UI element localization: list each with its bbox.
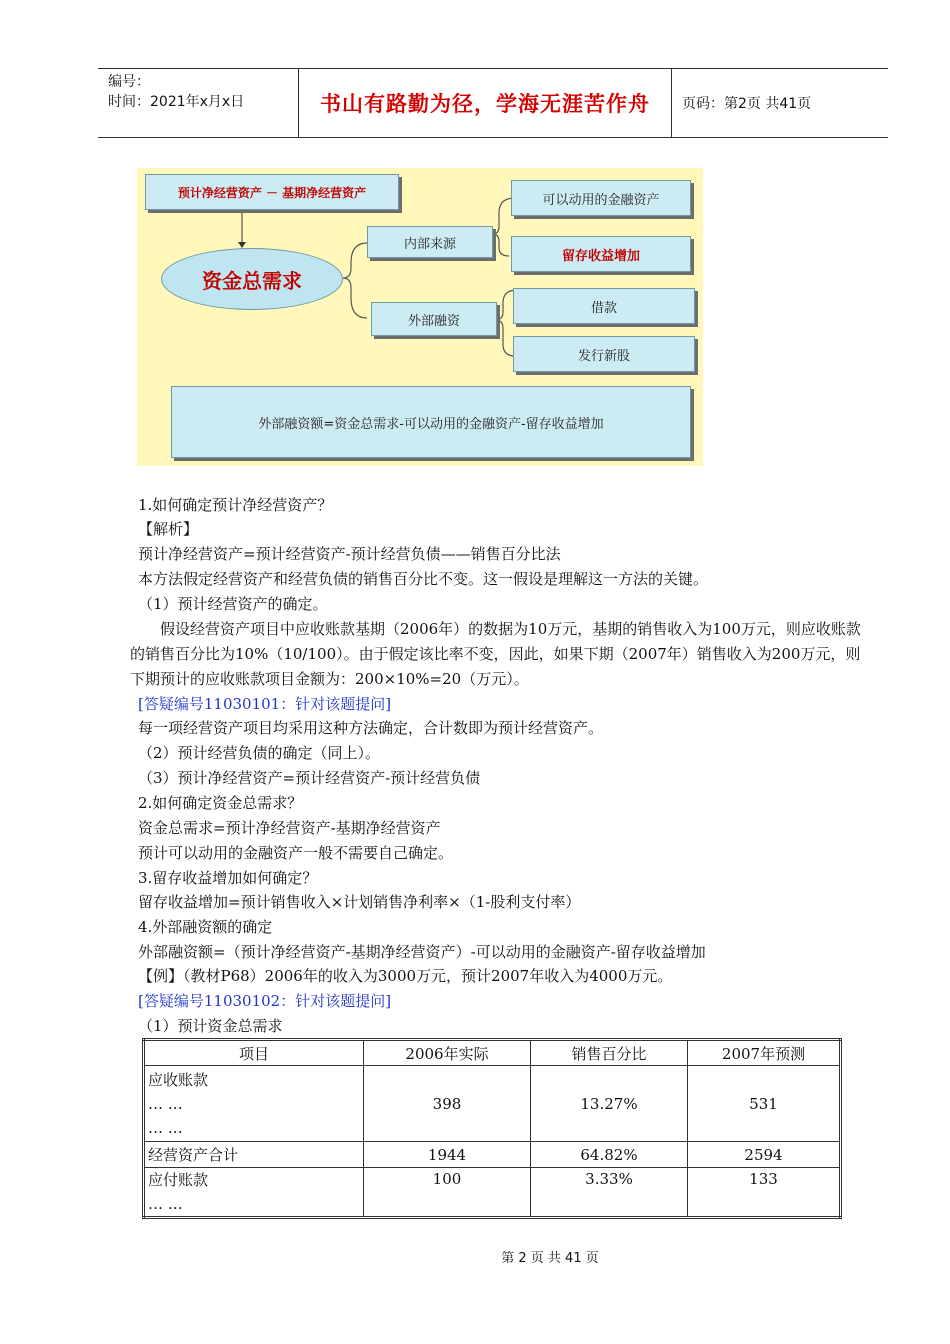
- internal-source-box: 内部来源: [367, 226, 493, 258]
- body-line: 外部融资额=（预计净经营资产-基期净经营资产）-可以动用的金融资产-留存收益增加: [138, 943, 706, 961]
- example-line: 【例】（教材P68）2006年的收入为3000万元，预计2007年收入为4000万元。: [138, 967, 673, 985]
- motto: 书山有路勤为径，学海无涯苦作舟: [320, 91, 650, 116]
- header-cell: 销售百分比: [531, 1040, 688, 1066]
- footer-page-number: 第 2 页 共 41 页: [501, 1251, 599, 1266]
- time-label: 时间：2021年x月x日: [108, 94, 245, 110]
- pct-cell: 13.27%: [531, 1066, 688, 1142]
- item-cell: 经营资产合计: [144, 1142, 364, 1168]
- pct-cell: 64.82%: [531, 1142, 688, 1168]
- analysis-heading: 【解析】: [138, 520, 199, 538]
- table-row: [144, 1066, 841, 1142]
- number-label: 编号：: [108, 74, 150, 90]
- header-cell: 2007年预测: [688, 1040, 841, 1066]
- table-caption: （1）预计资金总需求: [138, 1017, 283, 1035]
- question-4: 4.外部融资额的确定: [138, 918, 273, 936]
- item-name: 应收账款: [148, 1070, 209, 1089]
- header-motto-cell: [298, 69, 672, 137]
- net-assets-box: 预计净经营资产 － 基期净经营资产: [145, 174, 399, 210]
- example-paragraph: 假设经营资产项目中应收账款基期（2006年）的数据为10万元，基期的销售收入为100万元，则应收账款的销售百分比为10%（10/100）。由于假定该比率不变，因此，如果下期（2007年）销售收入为200万元，则下期预计的应收账款项目金额为：200×10%=20（万元）。: [130, 620, 861, 688]
- page-footer: [0, 1247, 950, 1266]
- body-line: 本方法假定经营资产和经营负债的销售百分比不变。这一假设是理解这一方法的关键。: [138, 570, 709, 588]
- body-line: （3）预计净经营资产=预计经营资产-预计经营负债: [138, 769, 481, 787]
- body-line: 每一项经营资产项目均采用这种方法确定，合计数即为预计经营资产。: [138, 719, 604, 737]
- header-cell: 2006年实际: [364, 1040, 531, 1066]
- forecast-cell: 2594: [688, 1142, 841, 1168]
- table-row: [144, 1168, 841, 1218]
- total-funding-ellipse: 资金总需求: [161, 248, 343, 310]
- retained-earnings-box: 留存收益增加: [511, 236, 691, 272]
- ellipsis: … …: [148, 1094, 183, 1113]
- item-cell: [144, 1066, 364, 1142]
- body-line: 留存收益增加=预计销售收入×计划销售净利率×（1-股利支付率）: [138, 893, 581, 911]
- page-header: [98, 68, 888, 138]
- table-row: [144, 1142, 841, 1168]
- external-financing-box: 外部融资: [371, 302, 497, 336]
- funding-table: [142, 1038, 842, 1219]
- header-meta: [98, 69, 298, 137]
- ellipsis: … …: [148, 1195, 183, 1213]
- question-2: 2.如何确定资金总需求？: [138, 794, 303, 812]
- formula-box: 外部融资额=资金总需求-可以动用的金融资产-留存收益增加: [171, 386, 691, 458]
- pct-cell: 3.33%: [531, 1168, 688, 1218]
- new-stock-box: 发行新股: [513, 336, 695, 372]
- table-header-row: [144, 1040, 841, 1066]
- header-cell: 项目: [144, 1040, 364, 1066]
- header-page-label: 页码：第2页 共41页: [682, 96, 812, 112]
- actual-cell: 398: [364, 1066, 531, 1142]
- loan-box: 借款: [513, 288, 695, 324]
- actual-cell: 1944: [364, 1142, 531, 1168]
- financial-assets-box: 可以动用的金融资产: [511, 180, 691, 216]
- question-1: 1.如何确定预计净经营资产？: [138, 496, 333, 514]
- funding-diagram: [137, 168, 703, 466]
- body-line: （2）预计经营负债的确定（同上）。: [138, 744, 381, 762]
- item-name: 应付账款: [148, 1171, 209, 1189]
- question-3: 3.留存收益增加如何确定？: [138, 869, 318, 887]
- forecast-cell: 133: [688, 1168, 841, 1218]
- body-line: 预计可以动用的金融资产一般不需要自己确定。: [138, 844, 454, 862]
- body-line: 预计净经营资产=预计经营资产-预计经营负债——销售百分比法: [138, 545, 561, 563]
- ellipsis: … …: [148, 1118, 183, 1137]
- body-line: 资金总需求=预计净经营资产-基期净经营资产: [138, 819, 441, 837]
- qa-link-2[interactable]: [答疑编号11030102：针对该题提问]: [138, 992, 392, 1010]
- actual-cell: 100: [364, 1168, 531, 1218]
- body-line: （1）预计经营资产的确定。: [138, 595, 328, 613]
- forecast-cell: 531: [688, 1066, 841, 1142]
- qa-link-1[interactable]: [答疑编号11030101：针对该题提问]: [138, 695, 392, 713]
- item-cell: [144, 1168, 364, 1218]
